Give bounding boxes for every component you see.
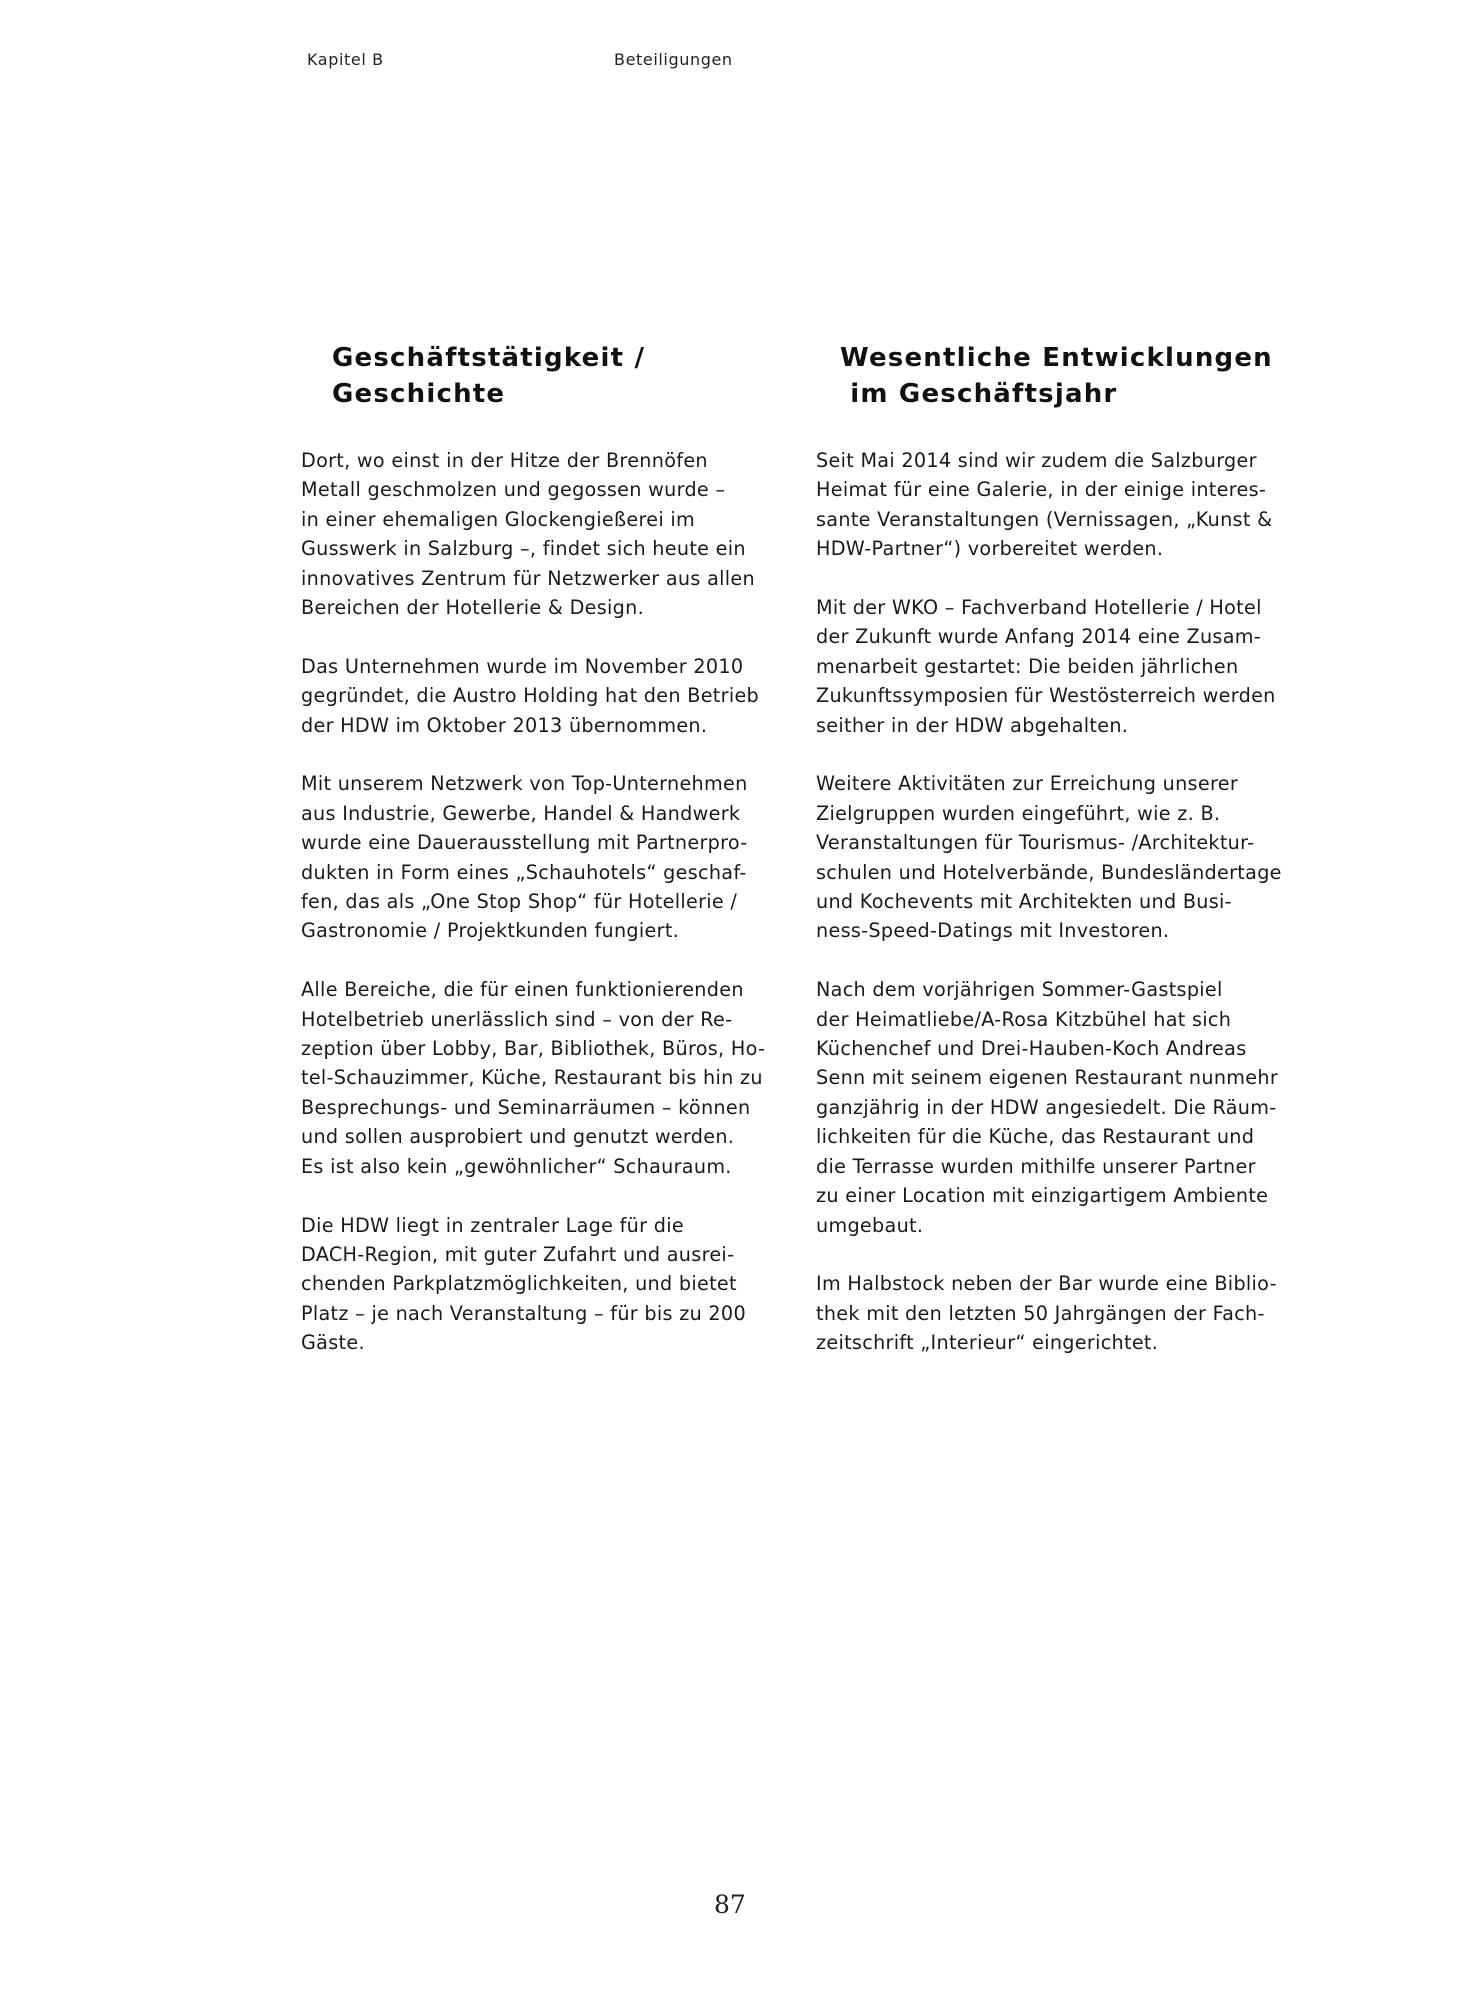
paragraph: [816, 593, 1316, 740]
text-line: thek mit den letzten 50 Jahrgängen der Fach-: [816, 1301, 1265, 1325]
text-line: Dort, wo einst in der Hitze der Brennöfen: [301, 449, 708, 472]
left-text-column: [301, 446, 801, 1387]
paragraph: [301, 446, 801, 622]
text-line: und sollen ausprobiert und genutzt werden.: [301, 1125, 735, 1149]
text-line: fen, das als „One Stop Shop“ für Hotellerie /: [301, 890, 738, 914]
text-line: umgebaut.: [816, 1213, 924, 1237]
text-line: Hotelbetrieb unerlässlich sind – von der Re-: [301, 1007, 733, 1031]
text-line: der HDW im Oktober 2013 übernommen.: [301, 713, 708, 737]
text-line: und Kochevents mit Architekten und Busi-: [816, 890, 1232, 914]
text-line: aus Industrie, Gewerbe, Handel & Handwerk: [301, 801, 741, 825]
text-line: zu einer Location mit einzigartigem Ambiente: [816, 1184, 1269, 1208]
heading-line: Geschichte: [332, 379, 506, 409]
text-line: zeitschrift „Interieur“ eingerichtet.: [816, 1331, 1159, 1355]
text-line: HDW-Partner“) vorbereitet werden.: [816, 537, 1164, 561]
text-line: Heimat für eine Galerie, in der einige interes-: [816, 478, 1267, 502]
text-line: Mit der WKO – Fachverband Hotellerie / Hotel: [816, 596, 1262, 620]
text-line: chenden Parkplatzmöglichkeiten, und bietet: [301, 1272, 737, 1296]
right-text-column: [816, 446, 1316, 1387]
text-line: sante Veranstaltungen (Vernissagen, „Kunst &: [816, 507, 1273, 531]
text-line: dukten in Form eines „Schauhotels“ geschaf-: [301, 860, 747, 884]
paragraph: [301, 769, 801, 945]
text-line: der Zukunft wurde Anfang 2014 eine Zusam-: [816, 625, 1261, 649]
page-number: 87: [714, 1890, 746, 1919]
text-line: Gastronomie / Projektkunden fungiert.: [301, 919, 680, 943]
text-line: Weitere Aktivitäten zur Erreichung unserer: [816, 772, 1239, 796]
text-line: der Heimatliebe/A-Rosa Kitzbühel hat sich: [816, 1007, 1232, 1031]
paragraph: [816, 446, 1316, 564]
text-line: Metall geschmolzen und gegossen wurde –: [301, 478, 726, 502]
section-heading-developments: [840, 340, 1273, 412]
text-line: Platz – je nach Veranstaltung – für bis zu 200: [301, 1301, 746, 1325]
text-line: Das Unternehmen wurde im November 2010: [301, 654, 744, 678]
paragraph: [301, 1211, 801, 1358]
paragraph: [301, 975, 801, 1181]
text-line: Seit Mai 2014 sind wir zudem die Salzburger: [816, 449, 1257, 472]
heading-line: im Geschäftsjahr: [840, 379, 1118, 409]
text-line: Veranstaltungen für Tourismus- /Architektur-: [816, 831, 1255, 855]
text-line: Es ist also kein „gewöhnlicher“ Schauraum.: [301, 1154, 732, 1178]
paragraph: [301, 652, 801, 740]
text-line: DACH-Region, mit guter Zufahrt und ausrei-: [301, 1242, 735, 1266]
text-line: ganzjährig in der HDW angesiedelt. Die Räum-: [816, 1095, 1277, 1119]
heading-line: Wesentliche Entwicklungen: [840, 343, 1273, 373]
heading-line: Geschäftstätigkeit /: [332, 343, 646, 373]
text-line: wurde eine Dauerausstellung mit Partnerpro-: [301, 831, 748, 855]
paragraph: [816, 975, 1316, 1240]
text-line: menarbeit gestartet: Die beiden jährlichen: [816, 654, 1239, 678]
text-line: Gusswerk in Salzburg –, findet sich heute ein: [301, 537, 746, 561]
text-line: Zielgruppen wurden eingeführt, wie z. B.: [816, 801, 1221, 825]
text-line: lichkeiten für die Küche, das Restaurant und: [816, 1125, 1255, 1149]
text-line: Gäste.: [301, 1331, 365, 1355]
text-line: Im Halbstock neben der Bar wurde eine Biblio-: [816, 1272, 1277, 1296]
section-heading-business-history: [332, 340, 645, 412]
text-line: in einer ehemaligen Glockengießerei im: [301, 507, 696, 531]
text-line: Alle Bereiche, die für einen funktionierenden: [301, 978, 744, 1002]
text-line: Zukunftssymposien für Westösterreich werden: [816, 684, 1276, 708]
text-line: Die HDW liegt in zentraler Lage für die: [301, 1213, 684, 1237]
text-line: die Terrasse wurden mithilfe unserer Partner: [816, 1154, 1256, 1178]
text-line: Mit unserem Netzwerk von Top-Unternehmen: [301, 772, 748, 796]
text-line: Senn mit seinem eigenen Restaurant nunmehr: [816, 1066, 1279, 1090]
text-line: Bereichen der Hotellerie & Design.: [301, 596, 645, 620]
paragraph: [816, 1269, 1316, 1357]
text-line: innovatives Zentrum für Netzwerker aus allen: [301, 566, 755, 590]
text-line: ness-Speed-Datings mit Investoren.: [816, 919, 1170, 943]
running-header-section: Beteiligungen: [614, 50, 733, 69]
text-line: Besprechungs- und Seminarräumen – können: [301, 1095, 751, 1119]
text-line: gegründet, die Austro Holding hat den Betrieb: [301, 684, 760, 708]
paragraph: [816, 769, 1316, 945]
running-header-chapter: Kapitel B: [307, 50, 384, 69]
text-line: schulen und Hotelverbände, Bundesländertage: [816, 860, 1282, 884]
text-line: zeption über Lobby, Bar, Bibliothek, Büros, Ho-: [301, 1037, 766, 1061]
text-line: Küchenchef und Drei-Hauben-Koch Andreas: [816, 1037, 1247, 1061]
text-line: seither in der HDW abgehalten.: [816, 713, 1129, 737]
text-line: tel-Schauzimmer, Küche, Restaurant bis hin zu: [301, 1066, 763, 1090]
text-line: Nach dem vorjährigen Sommer-Gastspiel: [816, 978, 1223, 1002]
